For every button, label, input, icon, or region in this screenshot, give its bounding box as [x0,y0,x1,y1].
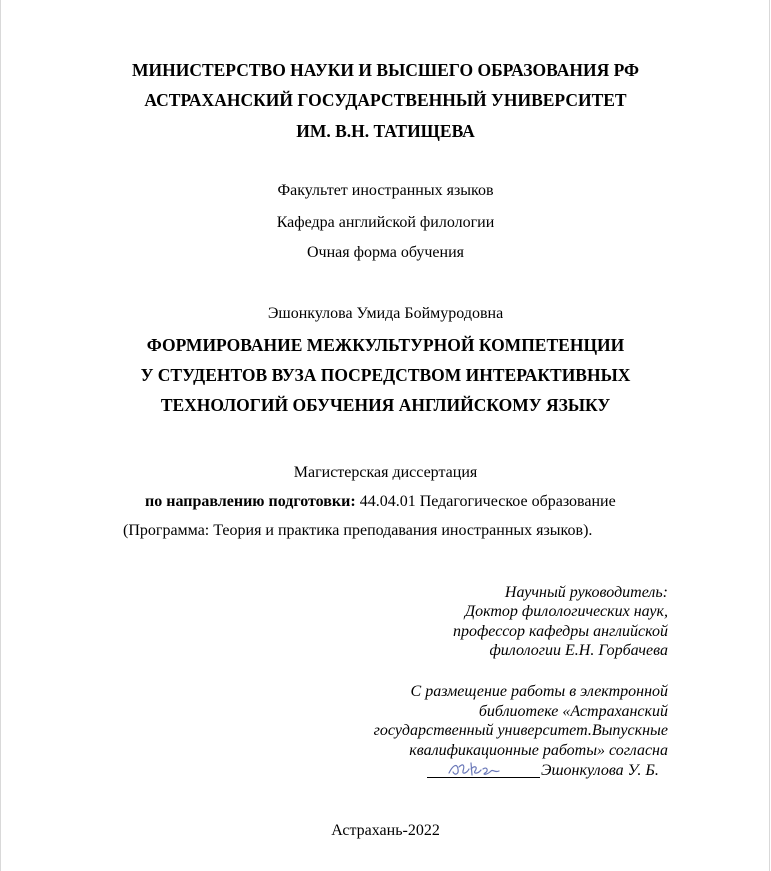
work-type: Магистерская диссертация [293,464,478,481]
supervisor-label: Научный руководитель: [504,584,668,601]
consent-line-4: квалификационные работы» согласна [409,742,668,759]
study-form-label: Очная форма обучения [306,244,465,261]
university-heading: АСТРАХАНСКИЙ ГОСУДАРСТВЕННЫЙ УНИВЕРСИТЕТ [144,90,627,110]
consent-line-2: библиотеке «Астраханский [478,703,668,720]
thesis-title-line-3: ТЕХНОЛОГИЙ ОБУЧЕНИЯ АНГЛИЙСКОМУ ЯЗЫКУ [160,395,611,415]
program-line: (Программа: Теория и практика преподавания иностранных языков). [123,522,593,539]
supervisor-name: филологии Е.Н. Горбачева [489,642,668,659]
supervisor-degree: Доктор филологических наук, [464,603,668,620]
thesis-title-line-1: ФОРМИРОВАНИЕ МЕЖКУЛЬТУРНОЙ КОМПЕТЕНЦИИ [146,335,625,355]
handwritten-signature [445,757,505,781]
city-year: Астрахань-2022 [331,822,440,839]
ministry-heading: МИНИСТЕРСТВО НАУКИ И ВЫСШЕГО ОБРАЗОВАНИЯ РФ [131,60,640,80]
signer-name: Эшонкулова У. Б. [541,762,659,779]
direction-line [145,494,616,510]
university-name-heading: ИМ. В.Н. ТАТИЩЕВА [296,121,475,141]
chair-label: Кафедра английской филологии [276,214,495,231]
consent-line-1: С размещение работы в электронной [410,683,668,700]
consent-line-3: государственный университет.Выпускные [373,722,668,739]
faculty-label: Факультет иностранных языков [277,182,494,199]
direction-value: 44.04.01 Педагогическое образование [355,493,616,510]
supervisor-position: профессор кафедры английской [452,623,668,640]
author-name: Эшонкулова Умида Боймуродовна [267,305,504,322]
direction-label: по направлению подготовки: [145,493,356,510]
thesis-title-line-2: У СТУДЕНТОВ ВУЗА ПОСРЕДСТВОМ ИНТЕРАКТИВНЫХ [140,365,631,385]
